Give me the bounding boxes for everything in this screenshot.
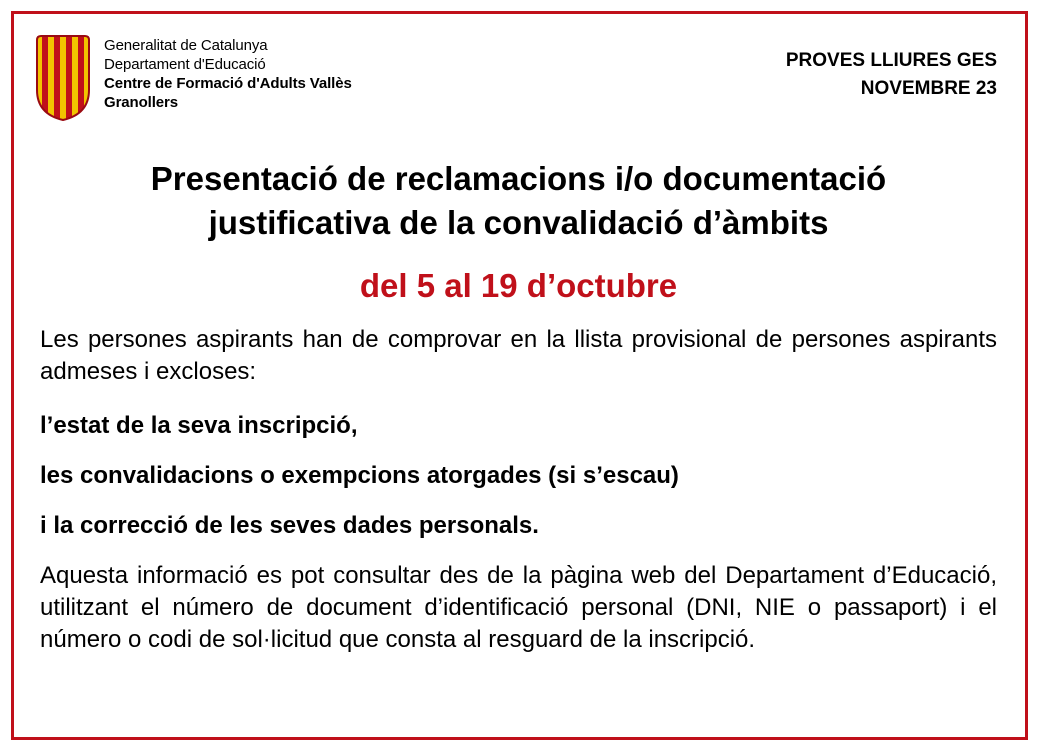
organization-block	[104, 36, 352, 112]
org-name: Generalitat de Catalunya	[104, 37, 268, 54]
generalitat-logo-icon	[33, 34, 93, 122]
info-paragraph: Aquesta informació es pot consultar des de la pàgina web del Departament d’Educació, utilitzant el número de document d’identificació personal (DNI, NIE o passaport) i el número o codi de sol·licitud que consta al resguard de la inscripció.	[40, 562, 997, 653]
date-range: del 5 al 19 d’octubre	[359, 267, 678, 304]
check-item-inscription: l’estat de la seva inscripció,	[40, 412, 358, 439]
check-item-personal-data: i la correcció de les seves dades personals.	[40, 512, 539, 539]
exam-name: PROVES LLIURES GES	[785, 50, 997, 71]
title-line-2: justificativa de la convalidació d’àmbits	[208, 204, 829, 241]
intro-paragraph: Les persones aspirants han de comprovar en la llista provisional de persones aspirants admeses i excloses:	[40, 326, 997, 385]
org-city: Granollers	[104, 94, 179, 111]
exam-date: NOVEMBRE 23	[860, 78, 997, 99]
org-centre: Centre de Formació d'Adults Vallès	[104, 75, 352, 92]
page-title	[40, 157, 997, 245]
org-department: Departament d'Educació	[104, 56, 266, 73]
check-item-convalidations: les convalidacions o exempcions atorgades (si s’escau)	[40, 462, 679, 489]
title-line-1: Presentació de reclamacions i/o documentació	[150, 160, 887, 197]
exam-heading	[786, 47, 997, 103]
